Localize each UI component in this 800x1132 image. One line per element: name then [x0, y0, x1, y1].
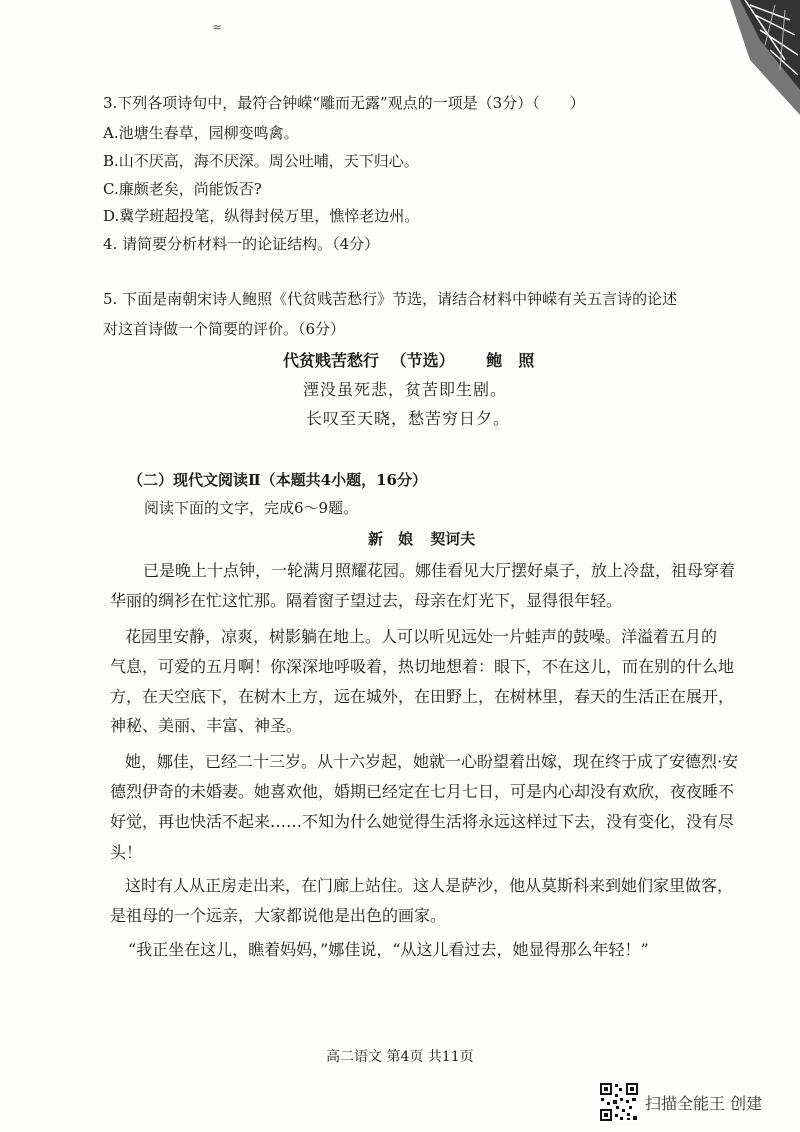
story-paragraph-3-line-4: 头！: [110, 843, 143, 862]
scanner-watermark: 扫描全能王 创建: [645, 1094, 763, 1113]
question-3-option-c: C.廉颇老矣，尚能饭否?: [103, 180, 262, 198]
story-paragraph-3-line-2: 德烈伊奇的未婚妻。她喜欢他，婚期已经定在七月七日，可是内心却没有欢欣，夜夜睡不: [110, 782, 735, 801]
story-paragraph-1-line-1: 已是晚上十点钟，一轮满月照耀花园。娜佳看见大厅摆好桌子，放上冷盘，祖母穿着: [143, 561, 736, 580]
section-2-heading: （二）现代文阅读Ⅱ（本题共4小题，16分）: [128, 471, 427, 489]
story-paragraph-3-line-1: 她，娜佳，已经二十三岁。从十六岁起，她就一心盼望着出嫁，现在终于成了安德烈·安: [125, 752, 739, 771]
top-mark: ≈: [212, 20, 223, 34]
question-5-line-2: 对这首诗做一个简要的评价。（6分）: [103, 320, 346, 338]
page-footer: 高二语文 第4页 共11页: [326, 1049, 474, 1065]
question-3-option-a: A.池塘生春草，园柳变鸣禽。: [103, 124, 299, 142]
question-4: 4. 请简要分析材料一的论证结构。（4分）: [103, 235, 380, 253]
story-author: 契诃夫: [430, 530, 476, 548]
poem-author: 鲍 照: [486, 351, 535, 370]
poem-title-note: （节选）: [390, 351, 455, 370]
question-3-option-b: B.山不厌高，海不厌深。周公吐哺，天下归心。: [103, 152, 419, 170]
story-paragraph-2-line-1: 花园里安静，凉爽，树影躺在地上。人可以听见远处一片蛙声的鼓噪。洋溢着五月的: [125, 627, 718, 646]
poem-line-2: 长叹至天晓，愁苦穷日夕。: [306, 409, 511, 428]
story-paragraph-2-line-4: 神秘、美丽、丰富、神圣。: [110, 716, 303, 735]
story-paragraph-3-line-3: 好觉，再也快活不起来……不知为什么她觉得生活将永远这样过下去，没有变化，没有尽: [110, 812, 735, 831]
story-paragraph-4-line-1: 这时有人从正房走出来，在门廊上站住。这人是萨沙，他从莫斯科来到她们家里做客，: [125, 876, 734, 895]
poem-line-1: 湮没虽死悲，贫苦即生剧。: [303, 380, 508, 399]
poem-title: [283, 348, 534, 371]
section-2-instruction: 阅读下面的文字，完成6～9题。: [144, 499, 359, 517]
scanner-corner-pattern: [730, 0, 800, 115]
story-paragraph-2-line-3: 方，在天空底下，在树木上方，远在城外，在田野上，在树林里，春天的生活正在展开，: [110, 687, 735, 706]
story-title-text: 新 娘: [368, 530, 414, 548]
question-3-stem: 3.下列各项诗句中，最符合钟嵘“雕而无露”观点的一项是（3分）（ ）: [103, 94, 585, 112]
question-3-option-d: D.冀学班超投笔，纵得封侯万里，憔悴老边州。: [103, 207, 420, 225]
story-paragraph-5-line-1: “我正坐在这儿，瞧着妈妈，”娜佳说，“从这儿看过去，她显得那么年轻！”: [128, 940, 649, 959]
poem-title-text: 代贫贱苦愁行: [283, 351, 380, 370]
qr-code-icon: [599, 1082, 639, 1122]
story-paragraph-2-line-2: 气息，可爱的五月啊！你深深地呼吸着，热切地想着：眼下，不在这儿，而在别的什么地: [110, 657, 735, 676]
story-title: [368, 528, 475, 549]
story-paragraph-4-line-2: 是祖母的一个远亲，大家都说他是出色的画家。: [110, 906, 447, 925]
story-paragraph-1-line-2: 华丽的绸衫在忙这忙那。隔着窗子望过去，母亲在灯光下，显得很年轻。: [110, 591, 623, 610]
question-5-line-1: 5. 下面是南朝宋诗人鲍照《代贫贱苦愁行》节选，请结合材料中钟嵘有关五言诗的论述: [103, 290, 678, 308]
